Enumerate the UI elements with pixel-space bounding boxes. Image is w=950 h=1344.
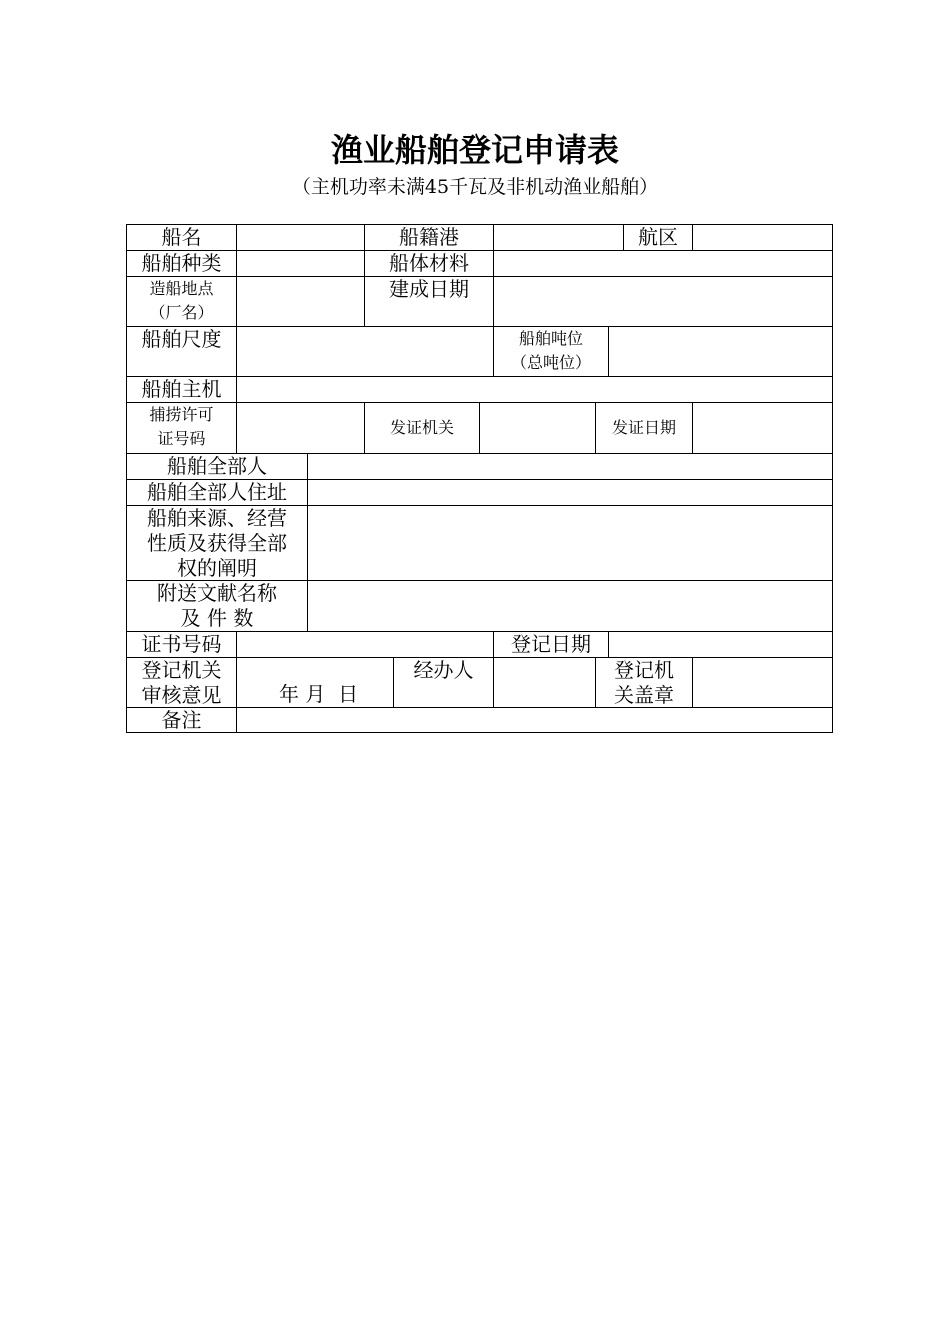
label-port-of-registry: 船籍港	[364, 224, 494, 251]
label-issue-date: 发证日期	[595, 402, 693, 454]
label-attached-docs-line2: 及 件 数	[180, 606, 254, 630]
field-attached-docs[interactable]	[307, 580, 833, 632]
field-navigation-area[interactable]	[692, 224, 833, 251]
field-remarks[interactable]	[236, 707, 833, 733]
label-build-place-line2: （厂名）	[149, 303, 214, 322]
label-certificate-no: 证书号码	[126, 631, 237, 658]
label-ship-source-line3: 权的阐明	[177, 556, 257, 580]
label-review-opinion-line1: 登记机关	[141, 658, 222, 682]
label-seal-line1: 登记机	[614, 658, 674, 682]
field-issuing-authority[interactable]	[479, 402, 596, 454]
label-owner: 船舶全部人	[126, 453, 308, 480]
page-title: 渔业船舶登记申请表	[330, 131, 619, 169]
field-seal[interactable]	[692, 657, 833, 708]
label-ship-name: 船名	[126, 224, 237, 251]
label-ship-source-line2: 性质及获得全部	[147, 531, 287, 555]
label-build-date: 建成日期	[364, 276, 494, 327]
field-ship-name[interactable]	[236, 224, 365, 251]
label-review-opinion	[126, 657, 237, 708]
label-fishing-license-line2: 证号码	[157, 429, 206, 448]
label-ship-source-line1: 船舶来源、经营	[147, 506, 287, 530]
field-fishing-license[interactable]	[236, 402, 365, 454]
label-tonnage	[493, 326, 609, 377]
label-registration-date: 登记日期	[493, 631, 609, 658]
label-build-place	[126, 276, 237, 327]
field-review-opinion[interactable]	[236, 657, 394, 708]
field-port-of-registry[interactable]	[493, 224, 624, 251]
label-fishing-license-line1: 捕捞许可	[149, 405, 214, 424]
page-subtitle: （主机功率未满45千瓦及非机动渔业船舶）	[291, 176, 659, 198]
label-ship-source	[126, 505, 308, 581]
review-date-text: 年 月 日	[279, 682, 359, 706]
label-tonnage-line2: （总吨位）	[510, 353, 591, 372]
field-registration-date[interactable]	[608, 631, 833, 658]
field-ship-dimensions[interactable]	[236, 326, 494, 377]
field-main-engine[interactable]	[236, 376, 833, 403]
label-attached-docs	[126, 580, 308, 632]
label-handler: 经办人	[393, 657, 494, 708]
label-fishing-license	[126, 402, 237, 454]
field-ship-type[interactable]	[236, 250, 365, 277]
field-ship-source[interactable]	[307, 505, 833, 581]
field-tonnage[interactable]	[608, 326, 833, 377]
label-review-opinion-line2: 审核意见	[141, 683, 222, 707]
field-owner[interactable]	[307, 453, 833, 480]
label-ship-type: 船舶种类	[126, 250, 237, 277]
field-owner-address[interactable]	[307, 479, 833, 506]
field-build-place[interactable]	[236, 276, 365, 327]
field-build-date[interactable]	[493, 276, 833, 327]
label-seal-line2: 关盖章	[614, 683, 674, 707]
label-hull-material: 船体材料	[364, 250, 494, 277]
label-navigation-area: 航区	[623, 224, 693, 251]
field-issue-date[interactable]	[692, 402, 833, 454]
label-attached-docs-line1: 附送文献名称	[157, 581, 277, 605]
label-owner-address: 船舶全部人住址	[126, 479, 308, 506]
field-certificate-no[interactable]	[236, 631, 494, 658]
label-remarks: 备注	[126, 707, 237, 733]
label-ship-dimensions: 船舶尺度	[126, 326, 237, 377]
field-hull-material[interactable]	[493, 250, 833, 277]
label-tonnage-line1: 船舶吨位	[518, 329, 583, 348]
label-build-place-line1: 造船地点	[149, 279, 214, 298]
label-issuing-authority: 发证机关	[364, 402, 480, 454]
field-handler[interactable]	[493, 657, 596, 708]
label-main-engine: 船舶主机	[126, 376, 237, 403]
label-seal	[595, 657, 693, 708]
